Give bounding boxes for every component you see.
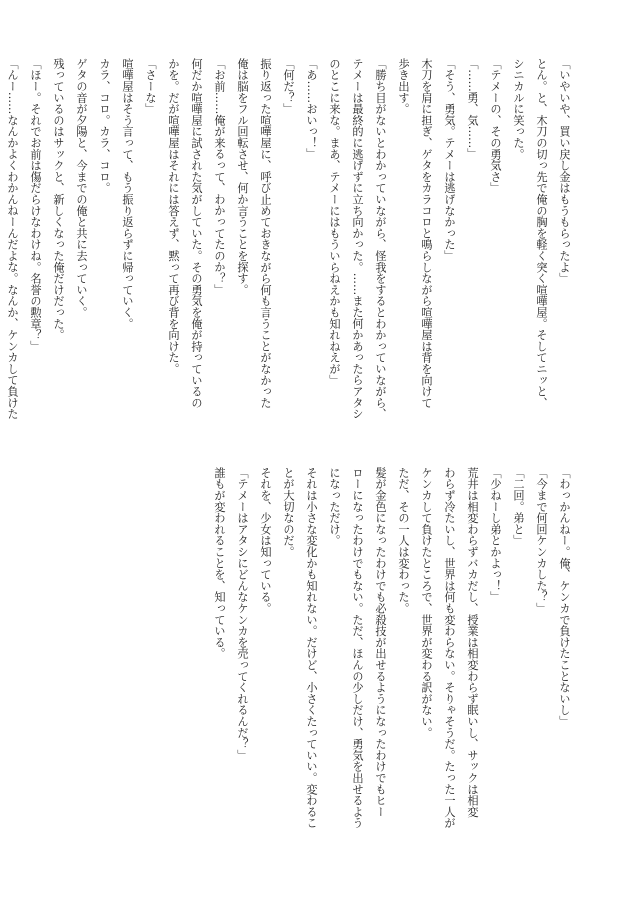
text-line: 「あ……おいっ！」	[305, 58, 318, 160]
text-line: 歩き出す。	[397, 58, 410, 115]
text-line: 木刀を肩に担ぎ、ゲタをカラコロと鳴らしながら喧嘩屋は背を向けて	[420, 58, 433, 409]
text-line: 「二回。弟と」	[512, 467, 525, 547]
text-line: 「少ねーし弟とかよっ！」	[489, 467, 502, 603]
text-line: かを。だが喧嘩屋はそれには答えず、黙って再び背を向けた。	[167, 58, 180, 375]
text-line: 「んー……なんかよくわかんねーんだよな。なんか、ケンカして負けた	[6, 58, 19, 420]
text-line: 髪が金色になったわけでも必殺技が出せるようになったわけでもヒー	[374, 467, 387, 818]
text-line: 「勝ち目がないとわかっていながら、怪我をするとわかっていながら、	[374, 58, 387, 420]
text-line: 「そう、勇気。テメーは逃げなかった」	[443, 58, 456, 262]
text-line: 何だか喧嘩屋に試された気がしていた。その勇気を俺が持っているの	[190, 58, 203, 409]
text-line: 「今まで何回ケンカした？」	[535, 467, 548, 614]
text-line: 振り返った喧嘩屋に、呼び止めておきながら何も言うことがなかった	[259, 58, 272, 409]
text-line: ケンカして負けたところで、世界が変わる訳がない。	[420, 467, 433, 739]
text-line: 喧嘩屋はそう言って、もう振り返らずに帰っていく。	[121, 58, 134, 330]
text-line: それは小さな変化かも知れない。だけど、小さくたっていい。変わるこ	[305, 467, 318, 829]
top-text-section	[0, 58, 576, 438]
bottom-text-section	[208, 467, 576, 852]
text-line: 残っているのはサックと、新しくなった俺だけだった。	[52, 58, 65, 341]
text-line: ただ、その一人は変わった。	[397, 467, 410, 614]
text-line: それを、少女は知っている。	[259, 467, 272, 614]
text-line: カラ、コロ。カラ、コロ。	[98, 58, 111, 194]
text-line: ゲタの音が夕陽と、今までの俺と共に去っていく。	[75, 58, 88, 318]
text-line: 「テメーはアタシにどんなケンカを売ってくれるんだ？」	[236, 467, 249, 761]
text-line: 「……勇、気……」	[466, 58, 479, 160]
text-line: 「お前……俺が来るって、わかってたのか？」	[213, 58, 226, 296]
text-line: とん。と、木刀の切っ先で俺の胸を軽く突く喧嘩屋。そしてニッと、	[535, 58, 548, 409]
text-line: になっただけ。	[328, 467, 341, 547]
text-line: 俺は脳をフル回転させ、何か言うことを探す。	[236, 58, 249, 296]
text-line: 「いやいや、買い戻し金はもうもらったよ」	[558, 58, 571, 284]
text-line: のとこに来な。まあ、テメーにはもういらねえかも知れねえが」	[328, 58, 341, 386]
text-line: 荒井は相変わらずバカだし、授業は相変わらず眠いし、サックは相変	[466, 467, 479, 818]
text-line: ローになったわけでもない。ただ、ほんの少しだけ、勇気を出せるよう	[351, 467, 364, 829]
text-line: わらず冷たいし、世界は何も変わらない。そりゃそうだ。たった一人が	[443, 467, 456, 829]
text-line: テメーは最終的に逃げずに立ち向かった。……また何かあったらアタシ	[351, 58, 364, 420]
text-line: シニカルに笑った。	[512, 58, 525, 160]
text-line: 「テメーの、その勇気さ」	[489, 58, 502, 194]
text-line: 「わっかんねー。俺、ケンカで負けたことないし」	[558, 467, 571, 727]
text-line: 「ほー。それでお前は傷だらけなわけね。名誉の勲章？」	[29, 58, 42, 352]
text-line: とが大切なのだ。	[282, 467, 295, 558]
text-line: 「さーな」	[144, 58, 157, 115]
text-line: 誰もが変われることを、知っている。	[213, 467, 226, 660]
text-line: 「何だ？」	[282, 58, 295, 115]
